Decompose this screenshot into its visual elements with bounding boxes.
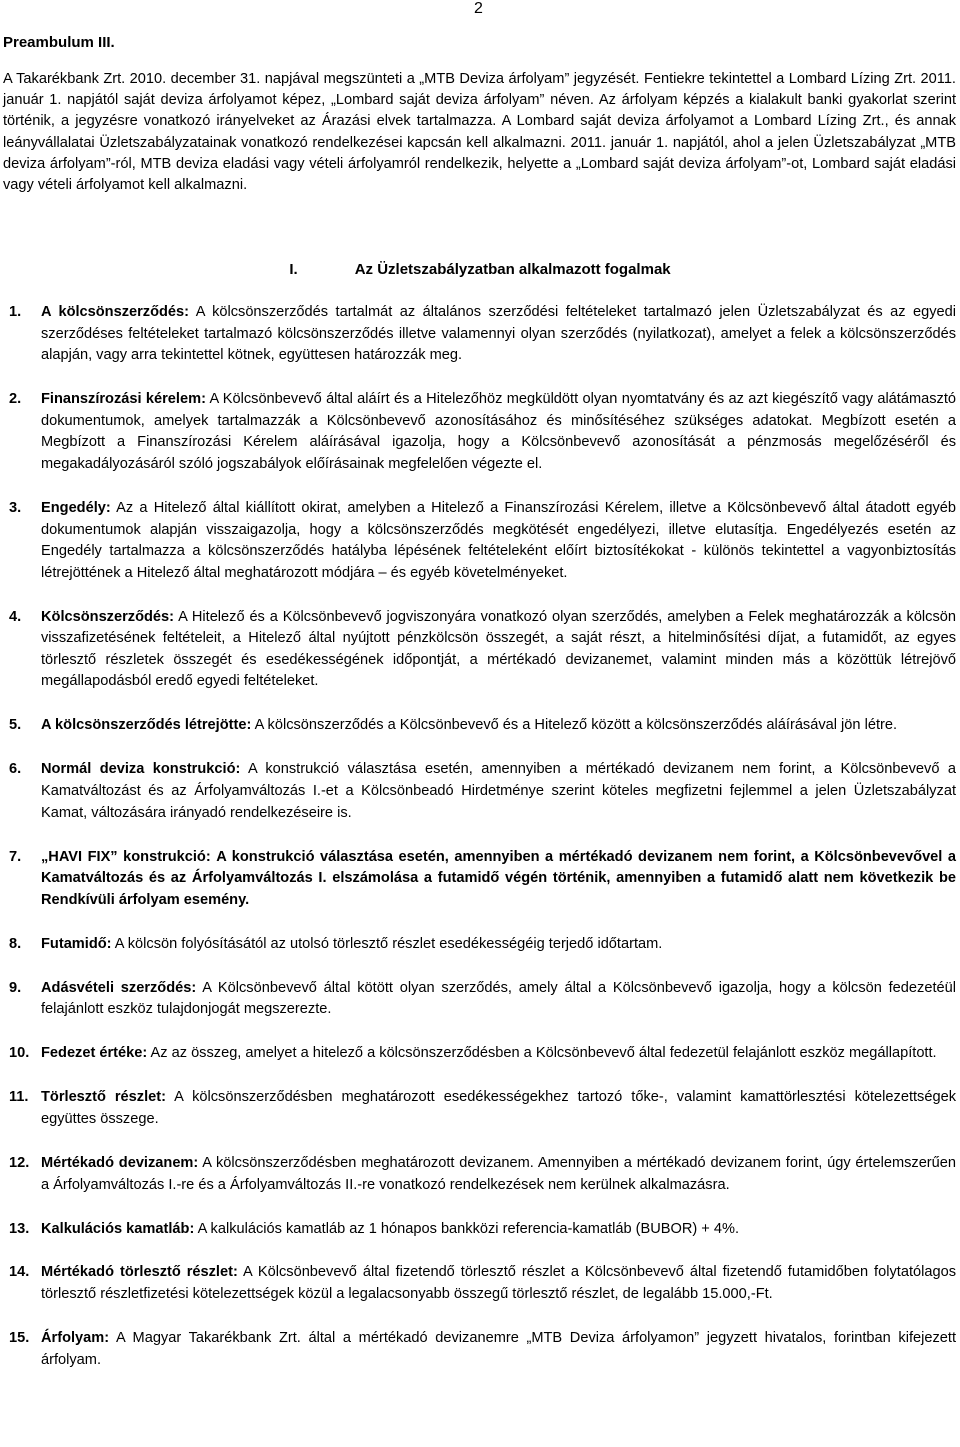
- definition-item: [0, 1153, 960, 1196]
- definition-item: [0, 847, 960, 912]
- definition-number: 9.: [9, 979, 22, 996]
- definition-number: 2.: [9, 391, 22, 408]
- definition-text: Az a Hitelező által kiállított okirat, amelyben a Hitelező a Finanszírozási Kérelem, illetve a Kölcsönbevevő által átadott egyéb dokumentumok alapján visszaigazolja, hogy a kölcsönszerződés megkötését engedélyezi, illetve elutasítja. Engedélyezés esetén az Engedély tartalmazza a kölcsönszerződés hatályba lépésének feltételeként előírt biztosítékokat - különös tekintettel a vagyonbiztosítás létrejöttének a Hitelező által meghatározott módjára – és egyéb követelményeket.: [41, 499, 957, 581]
- definition-number: 6.: [9, 761, 22, 778]
- definition-text: A kölcsönszerződésben meghatározott esedékességekhez tartozó tőke-, valamint kamattörlesztési kötelezettségek együttes összege.: [41, 1089, 956, 1127]
- definition-text: Az az összeg, amelyet a hitelező a kölcsönszerződésben a Kölcsönbevevő által fedezetül felajánlott eszköz megállapított.: [150, 1045, 937, 1062]
- definition-number: 1.: [9, 304, 22, 320]
- section-roman-numeral: I.: [289, 261, 298, 278]
- definition-item: [0, 607, 960, 693]
- definition-number: 4.: [9, 608, 22, 625]
- definition-number: 5.: [9, 717, 22, 734]
- definition-number: 15.: [9, 1330, 30, 1347]
- definition-item: [0, 759, 960, 824]
- definition-term: „HAVI FIX” konstrukció:: [41, 848, 211, 865]
- definition-item: [0, 302, 960, 367]
- definition-term: A kölcsönszerződés létrejötte:: [41, 717, 252, 734]
- definition-number: 7.: [9, 848, 22, 865]
- definition-item: [0, 1043, 960, 1065]
- definition-term: Fedezet értéke:: [41, 1045, 148, 1062]
- definition-text: A kölcsön folyósításától az utolsó törlesztő részlet esedékességéig terjedő időtartam.: [114, 935, 663, 952]
- preamble-title: Preambulum III.: [3, 34, 115, 51]
- definition-number: 3.: [9, 499, 22, 516]
- definition-text: A kalkulációs kamatláb az 1 hónapos bankközi referencia-kamatláb (BUBOR) + 4%.: [197, 1220, 740, 1237]
- definition-term: Futamidő:: [41, 935, 112, 952]
- definition-item: [0, 498, 960, 584]
- definition-item: [0, 1219, 960, 1241]
- definition-term: Mértékadó devizanem:: [41, 1154, 199, 1171]
- definition-number: 12.: [9, 1154, 30, 1171]
- section-heading: [0, 261, 960, 278]
- definition-item: [0, 978, 960, 1021]
- definition-term: Finanszírozási kérelem:: [41, 391, 206, 408]
- definition-item: [0, 934, 960, 956]
- definition-term: Kalkulációs kamatláb:: [41, 1220, 195, 1237]
- definition-number: 13.: [9, 1220, 30, 1237]
- page-number: 2: [474, 0, 483, 17]
- definition-item: [0, 389, 960, 475]
- definition-item: [0, 1262, 960, 1305]
- definition-term: A kölcsönszerződés:: [41, 304, 190, 320]
- definition-item: [0, 715, 960, 737]
- definitions-list: [0, 302, 960, 1371]
- definition-text: A kölcsönszerződésben meghatározott devizanem. Amennyiben a mértékadó devizanem forint, úgy értelemszerűen a Árfolyamváltozás I.-re és a Árfolyamváltozás II.-re vonatkozó rendelkezések nem kerülnek alkalmazásra.: [41, 1154, 957, 1193]
- definition-text: A Magyar Takarékbank Zrt. által a mértékadó devizanemre „MTB Deviza árfolyamon” jegyzett hivatalos, forintban kifejezett árfolyam.: [41, 1330, 957, 1368]
- definition-term: Mértékadó törlesztő részlet:: [41, 1264, 238, 1281]
- preamble-text: A Takarékbank Zrt. 2010. december 31. napjával megszünteti a „MTB Deviza árfolyam” jegyzését. Fentiekre tekintettel a Lombard Lízing Zrt. 2011. január 1. napjától saját deviza árfolyamot képez, „Lombard saját deviza árfolyam” néven. Az árfolyam képzés a kialakult banki gyakorlat szerint történik, a jegyzésre vonatkozó irányelveket az Árazási elvek tartalmazza. A Lombard saját deviza árfolyamot a Lombard Lízing Zrt., és annak leányvállalatai Üzletszabályzatainak vonatkozó rendelkezései kapcsán kell alkalmazni. 2011. január 1. napjától, ahol a jelen Üzletszabályzat „MTB deviza árfolyam”-ról, MTB deviza eladási vagy vételi árfolyamról rendelkezik, helyette a „Lombard saját deviza árfolyam”-ot, Lombard saját eladási vagy vételi árfolyamot kell alkalmazni.: [3, 71, 956, 194]
- definition-text: A Kölcsönbevevő által aláírt és a Hitelezőhöz megküldött olyan nyomtatvány és az azt kiegészítő vagy alátámasztó dokumentumok, amelyek tartalmazzák a Kölcsönbevevő azonosításához és minősítéséhez szükséges adatokat. Megbízott esetén a Megbízott a Finanszírozási Kérelem aláírásával igazolja, hogy a Kölcsönbevevő azonosítását a pénzmosás megelőzéséről és megakadályozásáról szóló jogszabályok előírásainak megfelelően végezte el.: [41, 391, 957, 472]
- definition-term: Adásvételi szerződés:: [41, 979, 197, 996]
- definition-term: Árfolyam:: [41, 1330, 110, 1347]
- definition-text: A kölcsönszerződés tartalmát az általános szerződési feltételeket tartalmazó jelen Üzletszabályzat és az egyedi szerződéses feltételeket tartalmazó kölcsönszerződés illetve valamennyi olyan szerződés (nyilatkozat), amelyet a felek a kölcsönszerződés alapján, vagy arra tekintettel kötnek, együttesen határozzák meg.: [41, 304, 956, 364]
- definition-item: [0, 1328, 960, 1371]
- definition-item: [0, 1087, 960, 1130]
- definition-text: A Kölcsönbevevő által kötött olyan szerződés, amely által a Kölcsönbevevő igazolja, hogy a kölcsön fedezetéül felajánlott eszköz tulajdonjogát megszerezte.: [41, 979, 956, 1018]
- definition-number: 8.: [9, 935, 22, 952]
- definition-term: Kölcsönszerződés:: [41, 608, 174, 625]
- definition-term: Engedély:: [41, 499, 111, 516]
- definition-text: A konstrukció választása esetén, amennyiben a mértékadó devizanem nem forint, a Kölcsönbevevő a Kamatváltozást és az Árfolyamváltozás I.-et a Kölcsönbeadó Hirdetménye szerint köteles megfizetni fejlemmel a jelen Üzletszabályzat Kamat, változására irányadó rendelkezéseire is.: [41, 761, 956, 821]
- definition-term: Normál deviza konstrukció:: [41, 761, 241, 778]
- section-title: Az Üzletszabályzatban alkalmazott fogalmak: [354, 261, 671, 278]
- definition-number: 11.: [9, 1089, 29, 1106]
- definition-term: Törlesztő részlet:: [41, 1089, 166, 1106]
- definition-text: A konstrukció választása esetén, amennyiben a mértékadó devizanem nem forint, a Kölcsönbevevővel a Kamatváltozás és az Árfolyamváltozás I. elszámolása a futamidő végén történik, amennyiben a futamidő alatt nem következik be Rendkívüli árfolyam esemény.: [41, 848, 956, 908]
- definition-text: A Kölcsönbevevő által fizetendő törlesztő részlet a Kölcsönbevevő által fizetendő futamidőben folytatólagos törlesztő részletfizetési kötelezettségek közül a legalacsonyabb összegű törlesztő részlet, de legalább 15.000,-Ft.: [41, 1264, 956, 1303]
- definition-text: A Hitelező és a Kölcsönbevevő jogviszonyára vonatkozó olyan szerződés, amelyben a Felek meghatározzák a kölcsön visszafizetésének feltételeit, a Hitelező által nyújtott pénzkölcsön összegét, a saját részt, a hitelminősítési díjat, a futamidőt, az egyes törlesztő részletek összegét és esedékességének időpontját, a mértékadó devizanemet, valamint minden más a közöttük létrejövő megállapodásból eredő egyedi feltételeket.: [41, 608, 957, 690]
- definition-number: 10.: [9, 1045, 30, 1062]
- definition-number: 14.: [9, 1264, 30, 1281]
- definition-text: A kölcsönszerződés a Kölcsönbevevő és a Hitelező között a kölcsönszerződés aláírásával jön létre.: [254, 717, 898, 734]
